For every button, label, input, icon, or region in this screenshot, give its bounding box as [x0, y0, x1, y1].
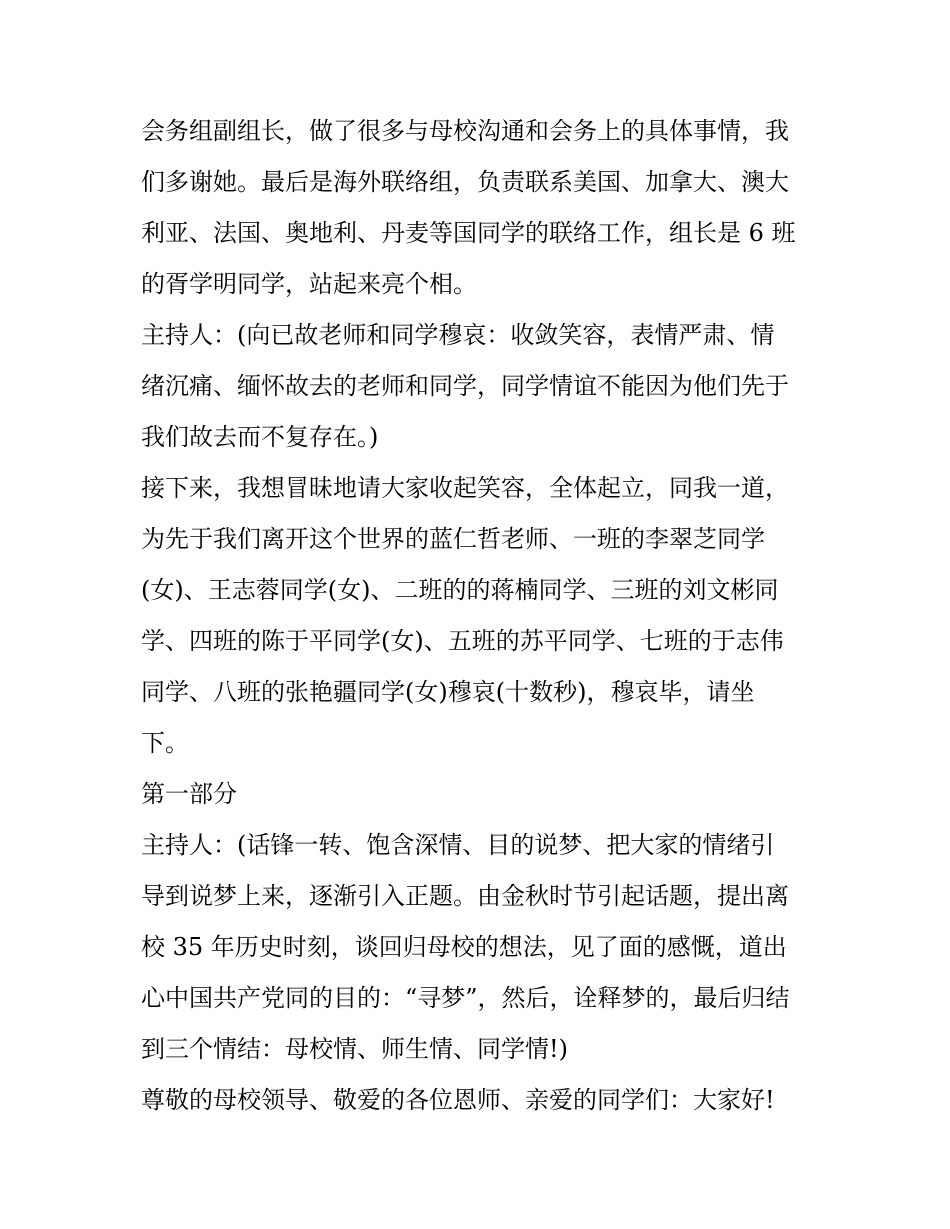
text-line: 心中国共产党同的目的：“寻梦”，然后，诠释梦的，最后归结: [141, 984, 790, 1012]
body-text: [141, 106, 821, 1126]
host-note-line: 主持人：(话锋一转、饱含深情、目的说梦、把大家的情绪引: [141, 831, 775, 859]
text-line: 接下来，我想冒昧地请大家收起笑容，全体起立，同我一道，: [141, 474, 789, 502]
text-line: 利亚、法国、奥地利、丹麦等国同学的联络工作，组长是 6 班: [141, 219, 796, 247]
text-line: 会务组副组长，做了很多与母校沟通和会务上的具体事情，我: [141, 117, 789, 145]
text-line: 导到说梦上来，逐渐引入正题。由金秋时节引起话题，提出离: [141, 882, 789, 910]
text-line: 绪沉痛、缅怀故去的老师和同学，同学情谊不能因为他们先于: [141, 372, 789, 400]
text-line: 的胥学明同学，站起来亮个相。: [141, 270, 477, 298]
text-line: 我们故去而不复存在。): [141, 423, 379, 451]
text-line: 为先于我们离开这个世界的蓝仁哲老师、一班的李翠芝同学: [141, 525, 765, 553]
text-line: 校 35 年历史时刻，谈回归母校的想法，见了面的感慨，道出: [141, 933, 787, 961]
text-line: 到三个情结：母校情、师生情、同学情!): [141, 1035, 569, 1063]
text-line: 同学、八班的张艳疆同学(女)穆哀(十数秒)，穆哀毕，请坐: [141, 678, 755, 706]
host-note-line: 主持人：(向已故老师和同学穆哀：收敛笑容，表情严肃、情: [141, 321, 775, 349]
text-line: (女)、王志蓉同学(女)、二班的的蒋楠同学、三班的刘文彬同: [141, 576, 779, 604]
greeting-line: 尊敬的母校领导、敬爱的各位恩师、亲爱的同学们：大家好!: [141, 1086, 775, 1114]
text-line: 学、四班的陈于平同学(女)、五班的苏平同学、七班的于志伟: [141, 627, 784, 655]
text-line: 们多谢她。最后是海外联络组，负责联系美国、加拿大、澳大: [141, 168, 789, 196]
section-heading: 第一部分: [141, 780, 237, 808]
text-line: 下。: [141, 729, 189, 757]
